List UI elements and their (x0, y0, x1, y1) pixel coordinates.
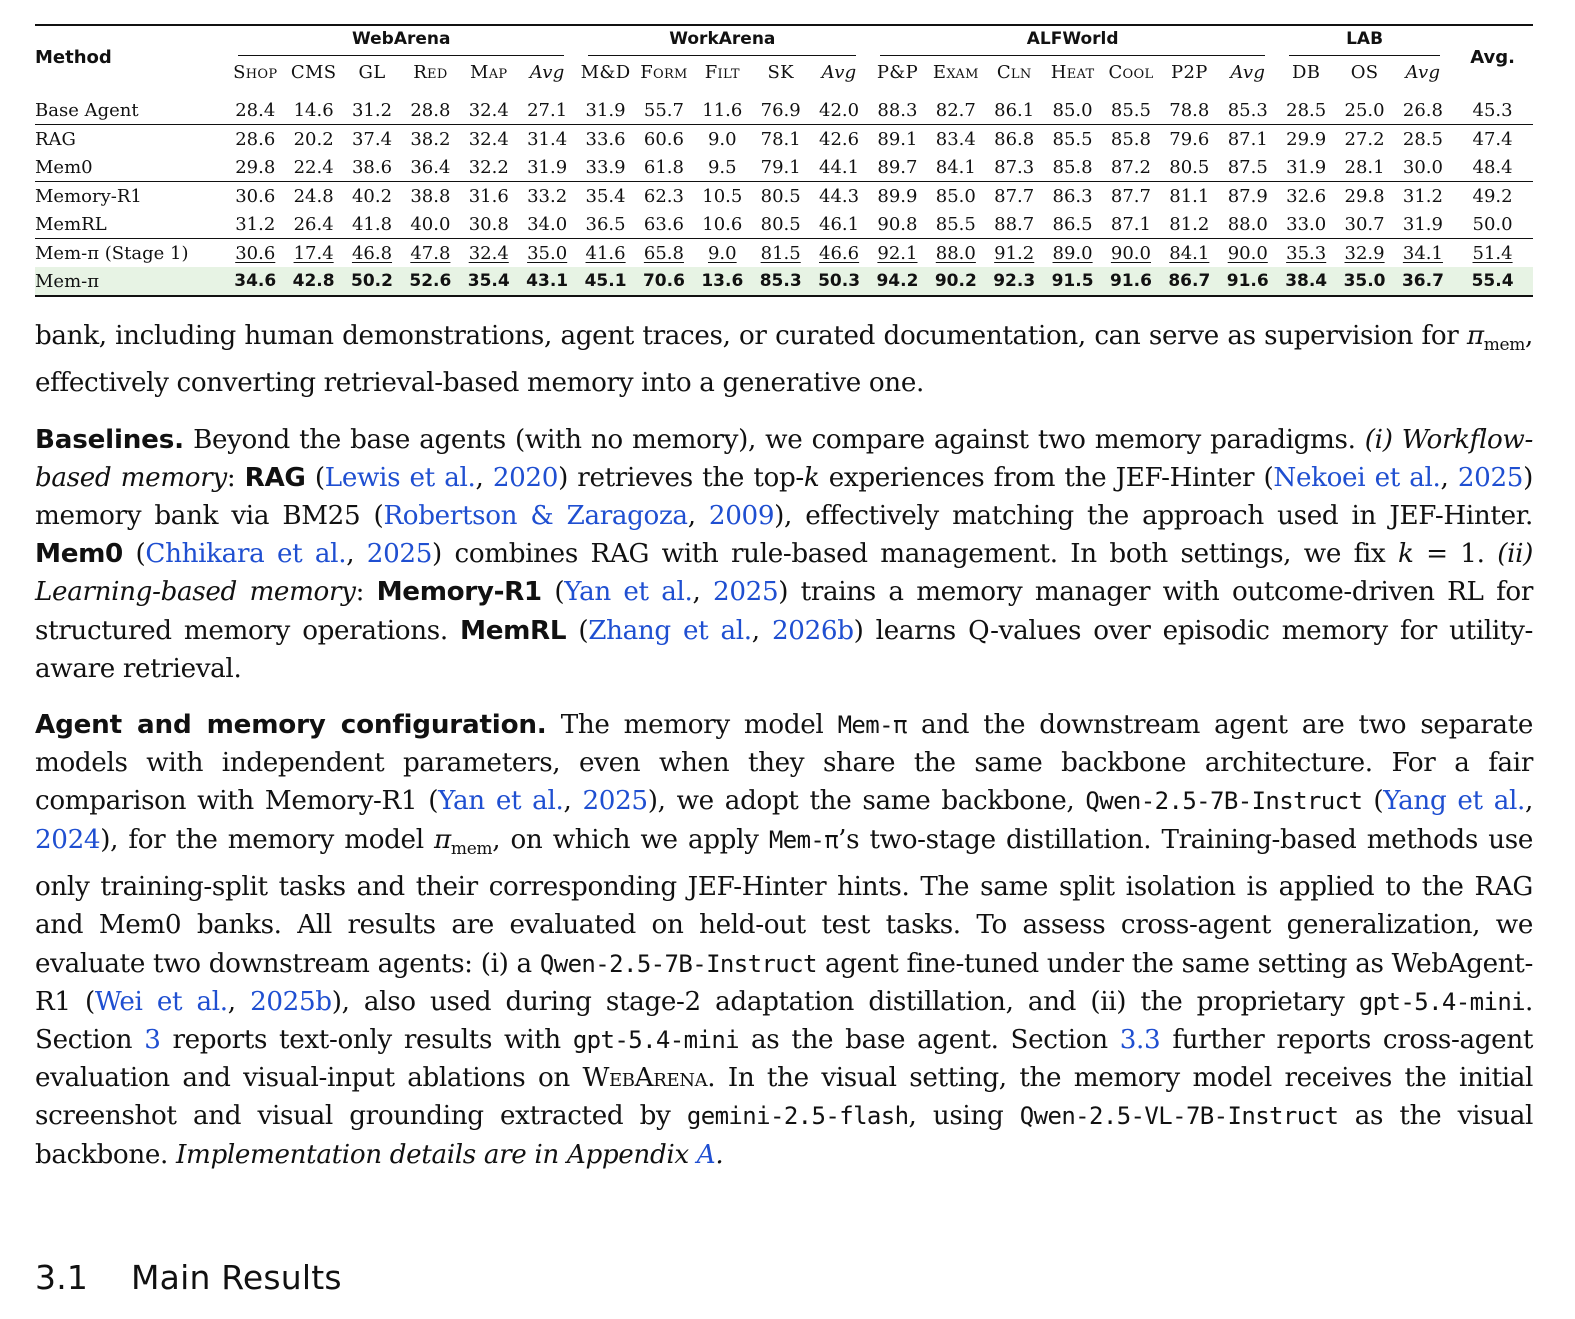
configuration-heading: Agent and memory configuration. (35, 710, 547, 741)
score-cell: 32.6 (1277, 182, 1335, 211)
score-cell: 29.8 (1335, 182, 1393, 211)
score-cell: 86.1 (994, 99, 1035, 121)
score-cell: 31.2 (1394, 182, 1452, 211)
score-cell: 22.4 (293, 156, 334, 178)
results-table (35, 24, 1533, 297)
score-cell: 90.0 (1219, 239, 1277, 268)
table-row (35, 239, 1533, 268)
memory-r1-label: Memory-R1 (376, 577, 542, 608)
score-cell: 61.8 (643, 156, 684, 178)
score-cell: 88.7 (994, 213, 1035, 235)
score-cell: 28.6 (226, 125, 284, 154)
score-cell: 87.3 (994, 156, 1035, 178)
score-cell: 87.1 (1219, 125, 1277, 154)
score-cell: 33.6 (576, 125, 634, 154)
score-cell: 30.8 (468, 213, 509, 235)
group-header-workarena: WorkArena (576, 25, 868, 56)
score-cell: 25.0 (1344, 99, 1385, 121)
citation-link[interactable]: Yan et al. (438, 786, 564, 817)
score-cell: 30.6 (226, 239, 284, 268)
subcol-header: Filt (704, 61, 740, 83)
score-cell: 30.0 (1402, 156, 1443, 178)
score-cell: 11.6 (702, 99, 743, 121)
score-cell: 32.9 (1335, 239, 1393, 268)
method-cell: RAG (35, 125, 226, 154)
group-header-webarena: WebArena (226, 25, 576, 56)
score-cell: 9.5 (707, 156, 737, 178)
score-cell: 31.2 (351, 99, 393, 121)
score-cell: 31.9 (1286, 156, 1327, 178)
subcol-header: Heat (1050, 61, 1095, 83)
appendix-link[interactable]: A (696, 1139, 716, 1170)
score-cell: 44.1 (819, 156, 860, 178)
score-cell: 87.1 (1110, 213, 1151, 235)
subcol-header: Avg (1405, 61, 1441, 83)
subcol-header: Avg (821, 61, 857, 83)
score-cell: 89.9 (868, 182, 926, 211)
paper-page (35, 24, 1533, 1174)
method-cell: Memory-R1 (35, 182, 226, 211)
table-row (35, 182, 1533, 211)
score-cell: 90.0 (1102, 239, 1160, 268)
citation-link[interactable]: 2025 (713, 577, 779, 608)
citation-link[interactable]: Lewis et al. (324, 462, 476, 493)
score-cell: 81.2 (1169, 213, 1210, 235)
score-cell: 50.0 (1472, 213, 1513, 235)
score-cell: 30.6 (226, 182, 284, 211)
score-cell: 35.0 (1335, 267, 1393, 296)
score-cell: 85.5 (935, 213, 976, 235)
baselines-heading: Baselines. (35, 424, 184, 455)
score-cell: 88.3 (877, 99, 918, 121)
subcol-header: CMS (290, 61, 337, 83)
score-cell: 78.1 (752, 125, 810, 154)
method-cell: MemRL (35, 213, 107, 235)
score-cell: 31.2 (235, 213, 276, 235)
score-cell: 65.8 (635, 239, 693, 268)
score-cell: 85.5 (1110, 99, 1151, 121)
method-cell: Mem0 (35, 156, 93, 178)
citation-link[interactable]: Zhang et al. (588, 615, 752, 646)
score-cell: 14.6 (293, 99, 334, 121)
table-row (35, 125, 1533, 154)
score-cell: 35.0 (518, 239, 576, 268)
score-cell: 44.3 (810, 182, 868, 211)
score-cell: 60.6 (635, 125, 693, 154)
paragraph-memory-supervision: bank, including human demonstrations, agent traces, or curated documentation, can serve as supervision for $\pi_{mem}$, effectively converting retrieval-based memory into a generative one. (35, 321, 1533, 399)
score-cell: 87.7 (985, 182, 1043, 211)
citation-link[interactable]: Yan et al. (564, 577, 693, 608)
score-cell: 91.5 (1043, 267, 1101, 296)
citation-link[interactable]: Wei et al. (94, 986, 228, 1017)
score-cell: 35.4 (576, 182, 634, 211)
citation-link[interactable]: 2009 (708, 501, 775, 532)
subcol-header: Avg (1230, 61, 1266, 83)
table-row (35, 267, 1533, 296)
citation-link[interactable]: 2025 (582, 786, 648, 817)
score-cell: 85.5 (1043, 125, 1101, 154)
score-cell: 32.4 (468, 99, 509, 121)
score-cell: 10.5 (693, 182, 751, 211)
score-cell: 50.3 (810, 267, 868, 296)
score-cell: 92.3 (985, 267, 1043, 296)
subcol-header: M&D (580, 61, 631, 83)
score-cell: 24.8 (284, 182, 342, 211)
method-cell: Mem-π (Stage 1) (35, 239, 226, 268)
score-cell: 89.1 (868, 125, 926, 154)
score-cell: 85.0 (927, 182, 985, 211)
score-cell: 20.2 (284, 125, 342, 154)
score-cell: 27.1 (527, 99, 568, 121)
section-heading-main-results (35, 1258, 342, 1297)
subcol-header: Map (470, 61, 508, 83)
table-group-header-row (35, 25, 1533, 56)
score-cell: 90.8 (877, 213, 918, 235)
score-cell: 31.9 (585, 99, 626, 121)
subcol-header: SK (767, 61, 794, 83)
score-cell: 17.4 (284, 239, 342, 268)
score-cell: 80.5 (752, 182, 810, 211)
citation-link[interactable]: 2020 (492, 462, 559, 493)
score-cell: 28.1 (1344, 156, 1385, 178)
citation-link[interactable]: 2025b (250, 986, 332, 1017)
score-cell: 34.1 (1394, 239, 1452, 268)
score-cell: 91.6 (1219, 267, 1277, 296)
group-header-alfworld: ALFWorld (868, 25, 1277, 56)
score-cell: 42.6 (810, 125, 868, 154)
subcol-header: OS (1350, 61, 1379, 83)
score-cell: 28.5 (1394, 125, 1452, 154)
score-cell: 31.4 (518, 125, 576, 154)
score-cell: 40.2 (343, 182, 401, 211)
score-cell: 33.9 (585, 156, 626, 178)
score-cell: 90.2 (927, 267, 985, 296)
score-cell: 41.6 (576, 239, 634, 268)
score-cell: 87.7 (1102, 182, 1160, 211)
overall-avg-header: Avg. (1470, 46, 1515, 68)
score-cell: 13.6 (693, 267, 751, 296)
table-row (35, 88, 1533, 125)
score-cell: 50.2 (343, 267, 401, 296)
score-cell: 45.1 (576, 267, 634, 296)
score-cell: 81.1 (1160, 182, 1218, 211)
subcol-header: Exam (932, 61, 979, 83)
method-column-header: Method (35, 46, 112, 68)
subcol-header: Shop (233, 61, 278, 83)
rag-label: RAG (244, 462, 306, 493)
score-cell: 79.1 (760, 156, 801, 178)
citation-link[interactable]: 2024 (35, 824, 101, 855)
score-cell: 46.8 (343, 239, 401, 268)
subcol-header: P2P (1171, 61, 1208, 83)
score-cell: 85.8 (1052, 156, 1093, 178)
score-cell: 42.8 (284, 267, 342, 296)
subcol-header: DB (1292, 61, 1321, 83)
score-cell: 28.5 (1286, 99, 1327, 121)
score-cell: 78.8 (1169, 99, 1210, 121)
paragraph-baselines: Baselines. Beyond the base agents (with no memory), we compare against two memory paradigms. (i) Workflow-based memory: RAG (Lewis et al., 2020) retrieves the top-k experiences from the JEF-Hinter (Nekoei et al., 2025) memory bank via BM25 (Robertson & Zaragoza, 2009), effectively matching the approach used in JEF-Hinter. Mem0 (Chhikara et al., 2025) combines RAG with rule-based management. In both settings, we fix k = 1. (ii) Learning-based memory: Memory-R1 (Yan et al., 2025) trains a memory manager with outcome-driven RL for structured memory operations. MemRL (Zhang et al., 2026b) learns Q-values over episodic memory for utility-aware retrieval. (35, 424, 1534, 684)
score-cell: 36.4 (410, 156, 451, 178)
score-cell: 37.4 (343, 125, 401, 154)
subcol-header: Red (413, 61, 448, 83)
score-cell: 86.8 (985, 125, 1043, 154)
score-cell: 85.3 (752, 267, 810, 296)
score-cell: 91.2 (985, 239, 1043, 268)
citation-link[interactable]: Nekoei et al. (1273, 462, 1441, 493)
subcol-header: Cln (996, 61, 1032, 83)
score-cell: 40.0 (410, 213, 451, 235)
score-cell: 35.3 (1277, 239, 1335, 268)
score-cell: 46.1 (819, 213, 860, 235)
score-cell: 86.7 (1160, 267, 1218, 296)
score-cell: 84.1 (935, 156, 976, 178)
score-cell: 86.5 (1052, 213, 1093, 235)
score-cell: 34.6 (226, 267, 284, 296)
score-cell: 88.0 (927, 239, 985, 268)
score-cell: 31.6 (460, 182, 518, 211)
citation-link[interactable]: 2025 (1457, 462, 1524, 493)
subcol-header: P&P (876, 61, 919, 83)
score-cell: 33.0 (1286, 213, 1327, 235)
score-cell: 42.0 (819, 99, 860, 121)
score-cell: 62.3 (635, 182, 693, 211)
score-cell: 26.8 (1402, 99, 1443, 121)
table-body (35, 88, 1533, 296)
score-cell: 49.2 (1452, 182, 1533, 211)
score-cell: 55.4 (1452, 267, 1533, 296)
score-cell: 63.6 (643, 213, 684, 235)
score-cell: 32.4 (460, 125, 518, 154)
score-cell: 36.7 (1394, 267, 1452, 296)
citation-link[interactable]: Yang et al. (1383, 786, 1525, 817)
score-cell: 87.9 (1219, 182, 1277, 211)
score-cell: 45.3 (1472, 99, 1513, 121)
score-cell: 41.8 (351, 213, 393, 235)
score-cell: 85.3 (1227, 99, 1268, 121)
score-cell: 85.8 (1102, 125, 1160, 154)
score-cell: 88.0 (1227, 213, 1268, 235)
score-cell: 34.0 (527, 213, 568, 235)
score-cell: 29.9 (1277, 125, 1335, 154)
section-link[interactable]: 3 (144, 1024, 161, 1055)
score-cell: 28.4 (235, 99, 276, 121)
citation-link[interactable]: Robertson & Zaragoza (383, 501, 688, 532)
score-cell: 47.8 (401, 239, 459, 268)
score-cell: 30.7 (1344, 213, 1385, 235)
method-cell: Base Agent (35, 99, 139, 121)
section-number: 3.1 (35, 1258, 89, 1297)
memrl-label: MemRL (459, 615, 567, 646)
score-cell: 87.2 (1110, 156, 1151, 178)
score-cell: 85.0 (1052, 99, 1093, 121)
mem0-label: Mem0 (35, 539, 123, 570)
score-cell: 9.0 (693, 239, 751, 268)
score-cell: 91.6 (1102, 267, 1160, 296)
score-cell: 76.9 (760, 99, 801, 121)
method-cell: Mem-π (35, 267, 226, 296)
score-cell: 79.6 (1160, 125, 1218, 154)
score-cell: 82.7 (935, 99, 976, 121)
score-cell: 89.7 (877, 156, 918, 178)
score-cell: 29.8 (235, 156, 276, 178)
score-cell: 70.6 (635, 267, 693, 296)
score-cell: 38.2 (401, 125, 459, 154)
score-cell: 80.5 (1169, 156, 1210, 178)
group-header-lab: LAB (1277, 25, 1452, 56)
score-cell: 26.4 (293, 213, 334, 235)
score-cell: 48.4 (1472, 156, 1513, 178)
score-cell: 86.3 (1043, 182, 1101, 211)
score-cell: 83.4 (927, 125, 985, 154)
subcol-header: Avg (529, 61, 565, 83)
score-cell: 81.5 (752, 239, 810, 268)
citation-link[interactable]: 2026b (771, 615, 854, 646)
score-cell: 31.9 (527, 156, 568, 178)
subcol-header: GL (358, 61, 386, 83)
score-cell: 35.4 (460, 267, 518, 296)
score-cell: 9.0 (693, 125, 751, 154)
score-cell: 55.7 (643, 99, 684, 121)
paragraph-agent-memory-configuration: Agent and memory configuration. The memory model Mem-π and the downstream agent are two separate models with independent parameters, even when they share the same backbone architecture. For a fair comparison with Memory-R1 (Yan et al., 2025), we adopt the same backbone, Qwen-2.5-7B-Instruct (Yang et al., 2024), for the memory model $\pi_{mem}$, on which we apply Mem-π’s two-stage distillation. Training-based methods use only training-split tasks and their corresponding JEF-Hinter hints. The same split isolation is applied to the RAG and Mem0 banks. All results are evaluated on held-out test tasks. To assess cross-agent generalization, we evaluate two downstream agents: (i) a Qwen-2.5-7B-Instruct agent fine-tuned under the same setting as WebAgent-R1 (Wei et al., 2025b), also used during stage-2 adaptation distillation, and (ii) the proprietary gpt-5.4-mini. Section 3 reports text-only results with gpt-5.4-mini as the base agent. Section 3.3 further reports cross-agent evaluation and visual-input ablations on WebArena. In the visual setting, the memory model receives the initial screenshot and visual grounding extracted by gemini-2.5-flash, using Qwen-2.5-VL-7B-Instruct as the visual backbone. Implementation details are in Appendix A. (35, 710, 1534, 1170)
score-cell: 38.6 (351, 156, 393, 178)
score-cell: 32.2 (468, 156, 509, 178)
score-cell: 38.4 (1277, 267, 1335, 296)
section-link[interactable]: 3.3 (1119, 1024, 1161, 1055)
subcol-header: Form (640, 61, 688, 83)
section-title: Main Results (131, 1258, 342, 1297)
score-cell: 94.2 (868, 267, 926, 296)
score-cell: 36.5 (585, 213, 626, 235)
citation-link[interactable]: Chhikara et al. (145, 539, 347, 570)
score-cell: 92.1 (868, 239, 926, 268)
score-cell: 28.8 (410, 99, 451, 121)
score-cell: 27.2 (1335, 125, 1393, 154)
score-cell: 38.8 (401, 182, 459, 211)
citation-link[interactable]: 2025 (366, 539, 433, 570)
score-cell: 10.6 (702, 213, 743, 235)
score-cell: 47.4 (1452, 125, 1533, 154)
score-cell: 87.5 (1227, 156, 1268, 178)
score-cell: 31.9 (1402, 213, 1443, 235)
subcol-header: Cool (1108, 61, 1154, 83)
table-row (35, 153, 1533, 182)
score-cell: 43.1 (518, 267, 576, 296)
table-row (35, 210, 1533, 239)
score-cell: 33.2 (518, 182, 576, 211)
score-cell: 46.6 (810, 239, 868, 268)
score-cell: 51.4 (1452, 239, 1533, 268)
score-cell: 80.5 (760, 213, 801, 235)
score-cell: 89.0 (1043, 239, 1101, 268)
score-cell: 52.6 (401, 267, 459, 296)
table-subcolumn-header-row (35, 56, 1533, 88)
score-cell: 32.4 (460, 239, 518, 268)
score-cell: 84.1 (1160, 239, 1218, 268)
